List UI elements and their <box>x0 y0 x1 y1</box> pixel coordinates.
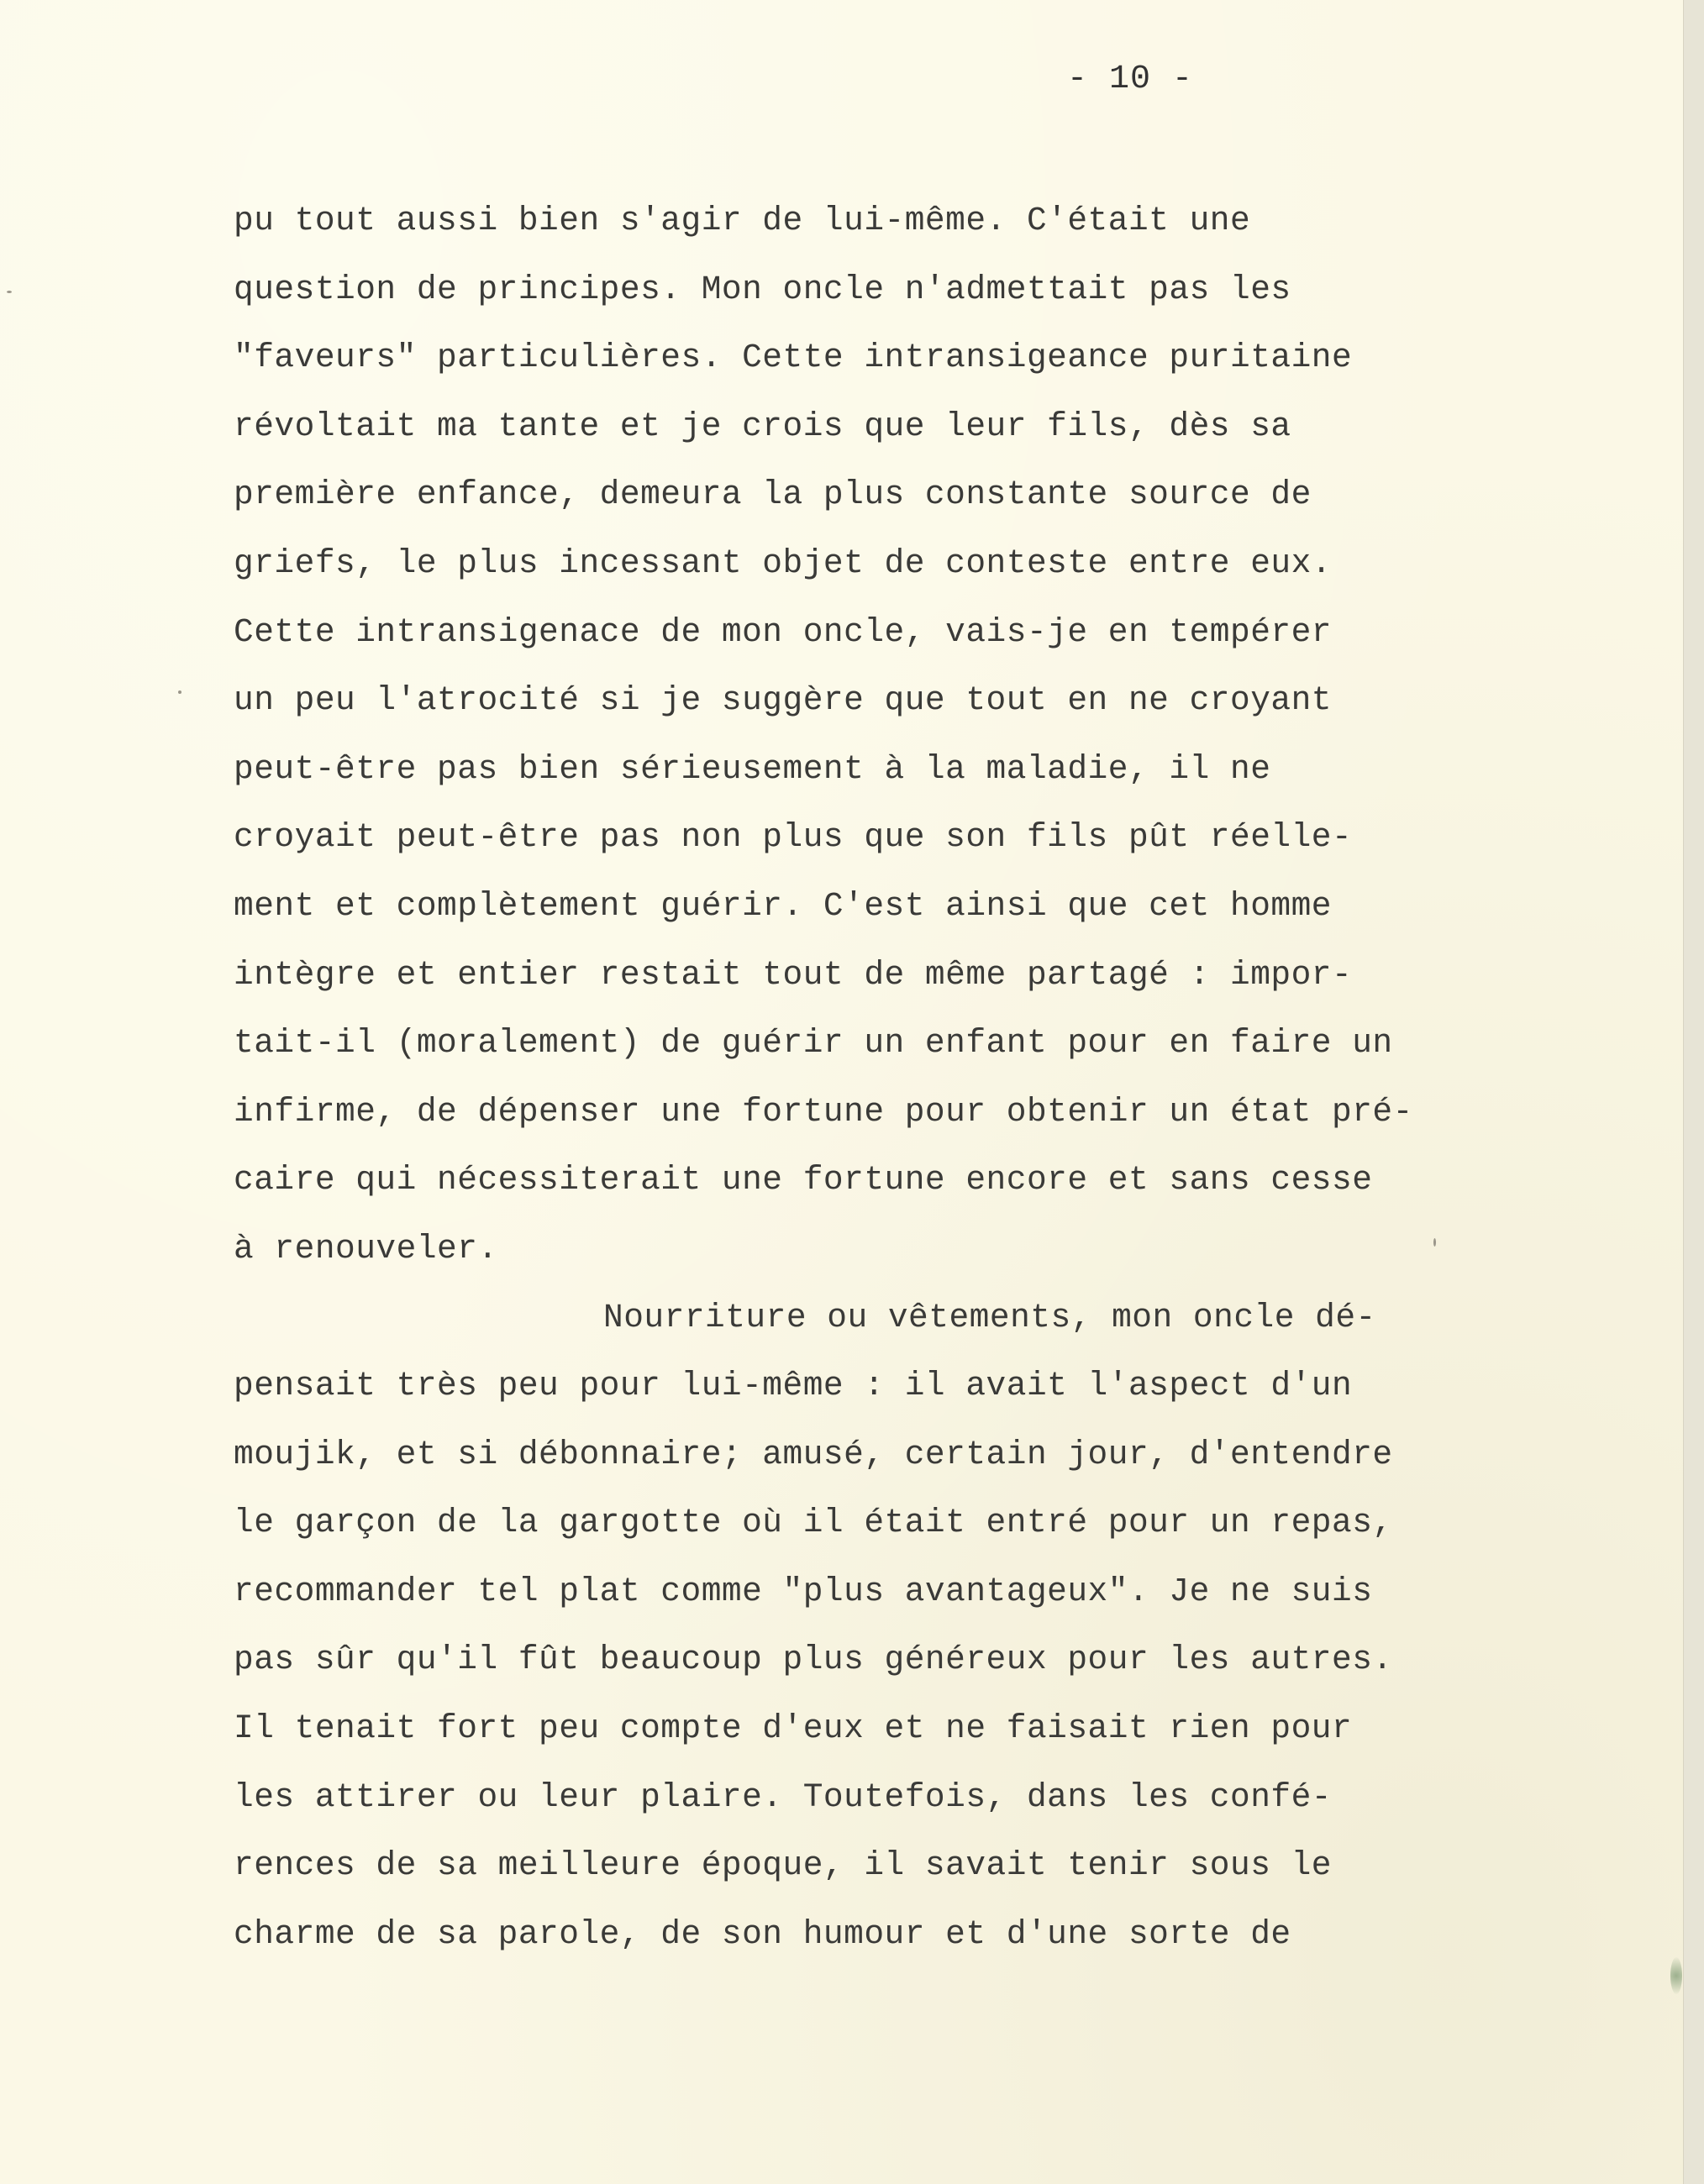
text-line: "faveurs" particulières. Cette intransigeance puritaine <box>234 339 1353 377</box>
text-line: caire qui nécessiterait une fortune encore et sans cesse <box>234 1161 1373 1200</box>
paper-stain <box>1670 1957 1682 1994</box>
paper-speck <box>1433 1238 1436 1247</box>
text-line: question de principes. Mon oncle n'admettait pas les <box>234 270 1291 308</box>
text-line: ment et complètement guérir. C'est ainsi que cet homme <box>234 886 1333 925</box>
text-line: moujik, et si débonnaire; amusé, certain jour, d'entendre <box>234 1435 1393 1473</box>
text-line: intègre et entier restait tout de même partagé : impor- <box>234 955 1353 994</box>
text-line: pu tout aussi bien s'agir de lui-même. C'était une <box>234 202 1251 239</box>
paper-speck <box>178 690 181 694</box>
text-line: charme de sa parole, de son humour et d'une sorte de <box>234 1914 1291 1953</box>
text-line: le garçon de la gargotte où il était entré pour un repas, <box>234 1504 1393 1542</box>
text-line: rences de sa meilleure époque, il savait tenir sous le <box>234 1846 1333 1885</box>
text-line: croyait peut-être pas non plus que son fils pût réelle- <box>234 818 1353 857</box>
paragraph-start-line: Nourriture ou vêtements, mon oncle dé- <box>603 1298 1376 1336</box>
text-line: les attirer ou leur plaire. Toutefois, dans les confé- <box>234 1777 1333 1816</box>
text-line: infirme, de dépenser une fortune pour obtenir un état pré- <box>234 1092 1413 1131</box>
text-line: Il tenait fort peu compte d'eux et ne faisait rien pour <box>234 1709 1353 1748</box>
text-line: révoltait ma tante et je crois que leur fils, dès sa <box>234 407 1291 445</box>
page-edge <box>1683 0 1704 2184</box>
text-line: un peu l'atrocité si je suggère que tout en ne croyant <box>234 681 1333 720</box>
paper-speck <box>7 291 12 293</box>
text-line: Cette intransigenace de mon oncle, vais-je en tempérer <box>234 612 1333 651</box>
text-line: tait-il (moralement) de guérir un enfant pour en faire un <box>234 1024 1393 1063</box>
page-number: - 10 - <box>1067 60 1194 98</box>
text-line: peut-être pas bien sérieusement à la maladie, il ne <box>234 749 1271 788</box>
text-line: première enfance, demeura la plus constante source de <box>234 475 1312 514</box>
text-line: pensait très peu pour lui-même : il avait l'aspect d'un <box>234 1367 1353 1405</box>
text-line: recommander tel plat comme "plus avantageux". Je ne suis <box>234 1572 1373 1610</box>
text-line: griefs, le plus incessant objet de conteste entre eux. <box>234 543 1333 582</box>
text-line: à renouveler. <box>234 1229 498 1268</box>
text-line: pas sûr qu'il fût beaucoup plus généreux pour les autres. <box>234 1641 1393 1679</box>
body-text <box>234 186 1427 1968</box>
